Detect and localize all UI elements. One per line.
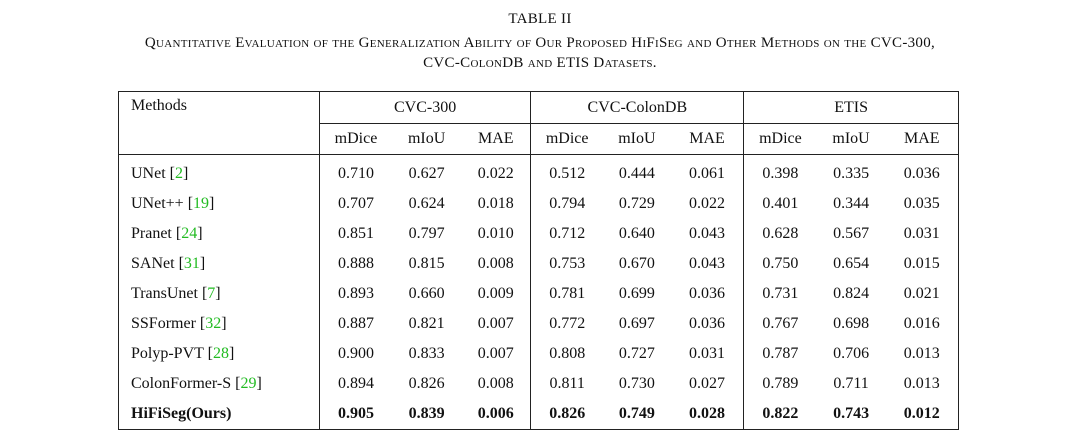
metric-header: mDice [319,124,392,155]
table-caption [0,33,1080,73]
citation-link[interactable]: 32 [205,315,222,332]
value-cell: 0.567 [833,225,870,242]
value-cell: 0.753 [531,249,603,279]
table-row [119,369,959,399]
value-cell: 0.061 [689,165,725,182]
method-name: TransUnet [131,285,202,302]
methods-header: Methods [131,97,187,114]
value-cell: 0.022 [477,165,514,182]
value-cell: 0.712 [531,219,603,249]
group-header-etis: ETIS [744,92,959,124]
citation-link[interactable]: 24 [181,225,198,242]
method-cell: Pranet [24] [131,225,203,242]
group-header-row [119,92,959,124]
value-cell: 0.031 [903,225,940,242]
citation-link[interactable]: 2 [174,165,183,182]
method-cell: SANet [31] [131,255,206,272]
table-caption-line-1: Quantitative Evaluation of the Generalization Ability of Our Proposed HiFiSeg and Other Methods on the CVC-300, [144,35,936,51]
citation-link[interactable]: 28 [212,345,229,362]
table-caption-line-2: CVC-ColonDB and ETIS Datasets. [423,55,657,71]
value-cell: 0.839 [408,405,445,422]
value-cell: 0.008 [477,255,514,272]
value-cell: 0.697 [618,315,655,332]
results-table [118,91,959,430]
method-name: SANet [131,255,179,272]
method-name: Polyp-PVT [131,345,208,362]
value-cell: 0.008 [477,375,514,392]
value-cell: 0.789 [744,369,817,399]
value-cell: 0.022 [689,195,725,212]
value-cell: 0.012 [903,405,940,422]
value-cell: 0.894 [319,369,392,399]
value-cell: 0.007 [477,315,514,332]
value-cell: 0.010 [477,225,514,242]
citation-link[interactable]: 19 [193,195,210,212]
method-name: SSFormer [131,315,200,332]
table-row [119,339,959,369]
value-cell: 0.018 [477,195,514,212]
metric-header: MAE [886,124,959,155]
value-cell: 0.027 [689,375,725,392]
value-cell: 0.794 [531,189,603,219]
value-cell: 0.822 [744,399,817,430]
metric-header: mDice [531,124,603,155]
value-cell: 0.710 [319,155,392,190]
value-cell: 0.016 [903,315,940,332]
value-cell: 0.007 [477,345,514,362]
method-name: Pranet [131,225,176,242]
value-cell: 0.512 [531,155,603,190]
value-cell: 0.043 [689,225,725,242]
value-cell: 0.824 [833,285,870,302]
value-cell: 0.851 [319,219,392,249]
value-cell: 0.660 [408,285,445,302]
value-cell: 0.731 [744,279,817,309]
value-cell: 0.670 [618,255,655,272]
value-cell: 0.787 [744,339,817,369]
method-name-ours: HiFiSeg(Ours) [131,405,232,422]
citation-link[interactable]: 31 [183,255,200,272]
value-cell: 0.699 [618,285,655,302]
method-cell: ColonFormer-S [29] [131,375,262,392]
table-row [119,155,959,190]
value-cell: 0.797 [408,225,445,242]
value-cell: 0.893 [319,279,392,309]
value-cell: 0.888 [319,249,392,279]
value-cell: 0.706 [833,345,870,362]
value-cell: 0.749 [618,405,655,422]
value-cell: 0.036 [689,315,725,332]
group-header-cvc300: CVC-300 [319,92,531,124]
value-cell: 0.013 [903,375,940,392]
value-cell: 0.028 [689,405,725,422]
table-row [119,279,959,309]
value-cell: 0.781 [531,279,603,309]
value-cell: 0.628 [744,219,817,249]
table-row [119,309,959,339]
value-cell: 0.036 [689,285,725,302]
metric-header: mDice [744,124,817,155]
value-cell: 0.905 [319,399,392,430]
value-cell: 0.811 [531,369,603,399]
value-cell: 0.398 [744,155,817,190]
value-cell: 0.833 [408,345,445,362]
value-cell: 0.821 [408,315,445,332]
value-cell: 0.035 [903,195,940,212]
value-cell: 0.335 [833,165,870,182]
value-cell: 0.654 [833,255,870,272]
value-cell: 0.808 [531,339,603,369]
value-cell: 0.006 [477,405,514,422]
value-cell: 0.021 [903,285,940,302]
value-cell: 0.887 [319,309,392,339]
value-cell: 0.772 [531,309,603,339]
metric-header: mIoU [603,124,671,155]
value-cell: 0.043 [689,255,725,272]
value-cell: 0.344 [833,195,870,212]
method-cell: UNet [2] [131,165,189,182]
metric-header: mIoU [817,124,886,155]
value-cell: 0.727 [618,345,655,362]
method-cell: SSFormer [32] [131,315,227,332]
value-cell: 0.009 [477,285,514,302]
method-name: UNet [131,165,170,182]
value-cell: 0.743 [833,405,870,422]
value-cell: 0.031 [689,345,725,362]
value-cell: 0.640 [618,225,655,242]
value-cell: 0.730 [618,375,655,392]
table-row [119,189,959,219]
table-row [119,249,959,279]
value-cell: 0.624 [408,195,445,212]
value-cell: 0.750 [744,249,817,279]
value-cell: 0.815 [408,255,445,272]
value-cell: 0.729 [618,195,655,212]
value-cell: 0.015 [903,255,940,272]
group-header-cvc-colondb: CVC-ColonDB [531,92,744,124]
method-name: ColonFormer-S [131,375,236,392]
value-cell: 0.707 [319,189,392,219]
method-cell: UNet++ [19] [131,195,215,212]
value-cell: 0.698 [833,315,870,332]
value-cell: 0.013 [903,345,940,362]
citation-link[interactable]: 7 [207,285,216,302]
table-label: TABLE II [508,11,572,27]
value-cell: 0.036 [903,165,940,182]
value-cell: 0.826 [531,399,603,430]
metric-header: MAE [671,124,744,155]
value-cell: 0.826 [408,375,445,392]
value-cell: 0.401 [744,189,817,219]
method-cell: Polyp-PVT [28] [131,345,235,362]
value-cell: 0.900 [319,339,392,369]
value-cell: 0.767 [744,309,817,339]
value-cell: 0.627 [408,165,445,182]
value-cell: 0.444 [618,165,655,182]
method-cell: TransUnet [7] [131,285,221,302]
value-cell: 0.711 [833,375,869,392]
table-row [119,219,959,249]
metric-header: MAE [461,124,531,155]
metric-header: mIoU [392,124,461,155]
citation-link[interactable]: 29 [240,375,257,392]
table-row-ours [119,399,959,430]
method-name: UNet++ [131,195,188,212]
